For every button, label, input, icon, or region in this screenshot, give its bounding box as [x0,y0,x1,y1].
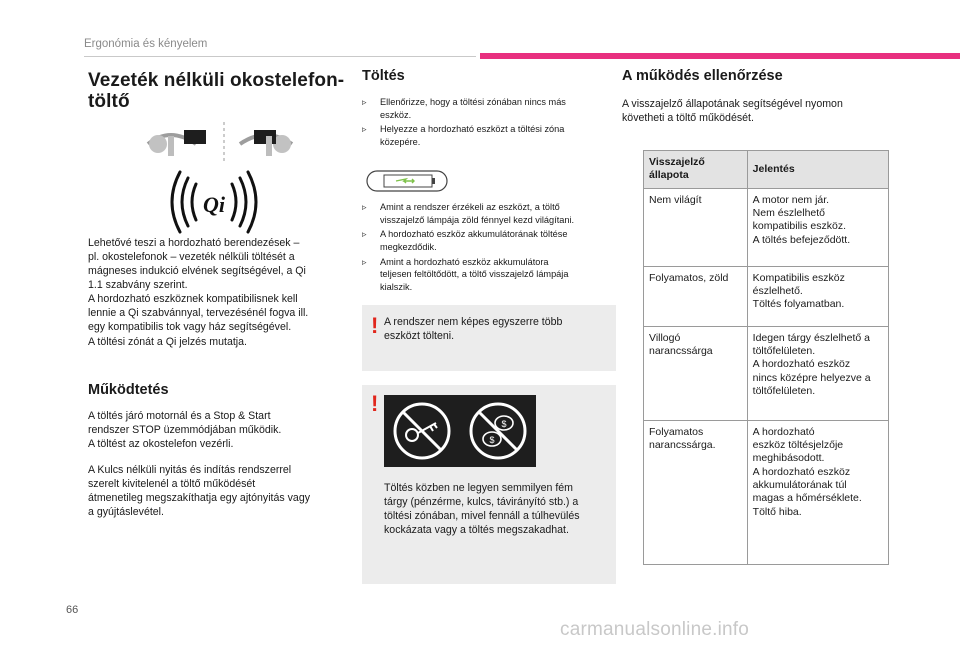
operation-heading: Működtetés [88,382,169,398]
column-header-state: Visszajelző állapota [644,151,748,189]
list-item: ▹ Amint a hordozható eszköz akkumulátora teljesen feltöltődött, a töltő visszajelző lámpája kialszik. [362,256,569,293]
no-metal-objects-pictogram [384,395,536,467]
list-item: ▹ Helyezze a hordozható eszközt a töltési zóna közepére. [362,124,565,148]
header-rule [84,56,476,57]
qi-logo-text: Qi [203,192,225,217]
header-accent-bar [480,53,960,59]
table-header-row [644,151,889,189]
operation-paragraph-1: A töltés járó motornál és a Stop & Start rendszer STOP üzemmódjában működik. A töltést az okostelefon vezérli. [88,410,282,451]
table-row: Folyamatos narancssárga. A hordozható eszköz töltésjelzője meghibásodott. A hordozható eszköz akkumulátorának túl magas a hőmérséklete. Töltő hiba. [644,420,889,564]
column-header-meaning: Jelentés [747,151,888,189]
operation-check-heading: A működés ellenőrzése [622,68,783,84]
warning-icon: ! [371,313,379,338]
charging-indicator-icon [366,170,450,192]
section-label: Ergonómia és kényelem [84,38,208,50]
arrow-icon: ▹ [362,229,367,240]
warning-icon: ! [371,391,379,416]
arrow-icon: ▹ [362,202,367,212]
watermark: carmanualsonline.info [560,619,750,640]
page-title [88,70,350,113]
arrow-icon: ▹ [362,97,367,107]
page-title-line1: Vezeték nélküli okostelefon- [88,70,345,91]
list-item: ▹ Ellenőrizze, hogy a töltési zónában nincs más eszköz. [362,97,566,120]
charging-heading: Töltés [362,68,405,84]
page-title-line2: töltő [88,91,130,113]
operation-paragraph-2: A Kulcs nélküli nyitás és indítás rendszerrel szerelt kivitelenél a töltő működését átmenetileg megszakíthatja egy ajtónyitás vagy a gyújtáslevétel. [88,464,311,519]
arrow-icon: ▹ [362,124,367,135]
operation-check-intro: A visszajelző állapotának segítségével nyomon követheti a töltő működését. [622,98,843,125]
table-row: Nem világít A motor nem jár. Nem észlelhető kompatibilis eszköz. A töltés befejeződött. [644,188,889,266]
intro-paragraph: Lehetővé teszi a hordozható berendezések – pl. okostelefonok – vezeték nélküli töltését a mágneses indukció elvének segítségével, a Qi 1.1 szabvány szerint. A hordozható eszköznek kompatibilisnek kell lennie a Qi szabvánnyal, tervezésénél fogva ill. egy kompatibilis tok vagy ház segítségével. A töltési zónát a Qi jelzés mutatja. [88,237,309,348]
svg-text:$: $ [489,435,495,445]
column-wireless-charger [88,64,350,519]
table-row: Folyamatos, zöld Kompatibilis eszköz észlelhető. Töltés folyamatban. [644,266,889,326]
status-table [643,150,889,565]
warning-box-metal-objects: ! $ $ Töltés közben ne legyen semmilyen fém tárgy (pénzérme, kulcs, távirányító stb.) a töltési zónában, mivel fennáll a túlhevülés kockázata vagy a töltés megszakadhat. [362,385,616,584]
charging-bullets-1 [362,96,616,151]
arrow-icon: ▹ [362,256,367,267]
page-number: 66 [66,604,79,616]
steering-wheel-illustration [140,122,310,166]
list-item: ▹ A hordozható eszköz akkumulátorának töltése megkezdődik. [362,229,568,253]
charging-bullets-2 [362,201,616,296]
svg-text:$: $ [501,419,507,429]
table-row: Villogó narancssárga Idegen tárgy észlelhető a töltőfelületen. A hordozható eszköz nincs középre helyezve a töltőfelületen. [644,326,889,420]
qi-wireless-icon [164,170,264,234]
list-item: ▹ Amint a rendszer érzékeli az eszközt, a töltő visszajelző lámpája zöld fénnyel kezd világítani. [362,202,575,225]
warning-box-single-device: ! A rendszer nem képes egyszerre több eszközt tölteni. [362,305,616,371]
